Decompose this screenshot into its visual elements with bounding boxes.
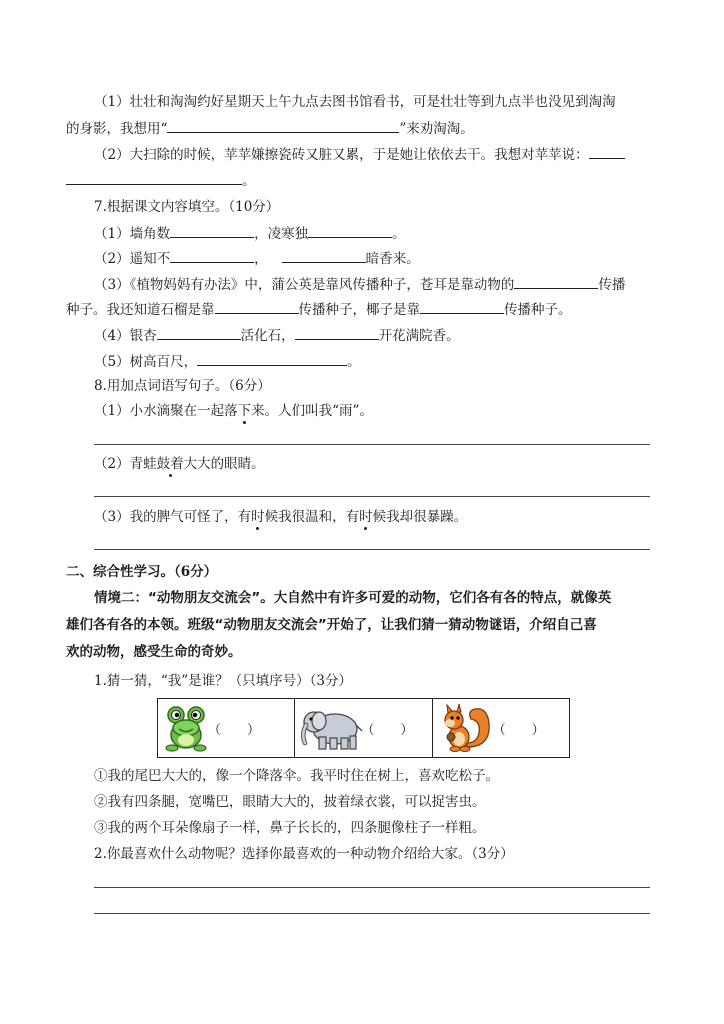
q8-sentence3 — [94, 508, 467, 526]
frog-icon — [162, 703, 210, 753]
q7-l1-text-c: 。 — [392, 226, 406, 242]
q7-l2-text: （2）遥知不 — [94, 251, 171, 267]
q7-l3c-blank-b[interactable] — [420, 300, 504, 314]
q6-item2-line1 — [94, 145, 625, 164]
q7-l5-text-b: 。 — [347, 354, 361, 370]
q7-l4-blank-a[interactable] — [157, 326, 241, 340]
q7-l3c-text-b: 传播种子，椰子是靠 — [298, 302, 420, 318]
q7-l3-text: （3）《植物妈妈有办法》中，蒲公英是靠风传播种子，苍耳是靠动物的 — [94, 277, 515, 293]
section2-intro-line3: 欢的动物，感受生命的奇妙。 — [66, 644, 242, 660]
q6-item1-line1: （1）壮壮和淘淘约好星期天上午九点去图书馆看书，可是壮壮等到九点半也没见到淘淘 — [94, 94, 616, 110]
q6-item1-text-end: ”来劝淘淘。 — [399, 121, 474, 137]
squirrel-answer[interactable]: （ ） — [492, 723, 545, 738]
q8-answer-line-1[interactable] — [94, 444, 650, 445]
q6-item2-blank-b[interactable] — [66, 171, 242, 185]
section2-q1-title: 1.猜一猜，“我”是谁？（只填序号）（3分） — [94, 673, 353, 689]
q8-answer-line-3[interactable] — [94, 549, 650, 550]
q8-s3-text: （3）我的脾气可怪了， — [94, 509, 238, 525]
q6-item2-text: （2）大扫除的时候，苹苹嫌擦瓷砖又脏又累，于是她让依依去干。我想对苹苹说： — [94, 147, 589, 163]
q8-answer-line-2[interactable] — [94, 496, 650, 497]
q7-l4-blank-b[interactable] — [295, 326, 379, 340]
q8-s2-dotted-word: 鼓着 — [156, 456, 184, 472]
q7-l5-blank[interactable] — [197, 352, 347, 366]
q7-line3 — [94, 275, 625, 294]
q8-s2-text-b: 大大的眼睛。 — [183, 456, 265, 472]
q7-l1-blank-a[interactable] — [170, 224, 254, 238]
q7-l4-text-c: 开花满院香。 — [378, 328, 460, 344]
section2-q2-title: 2.你最喜欢什么动物呢？选择你最喜欢的一种动物介绍给大家。（3分） — [94, 846, 514, 862]
q8-s1-dotted-word: 落下来 — [224, 403, 265, 419]
q6-item1-line2 — [66, 119, 474, 138]
q8-title: 8.用加点词语写句子。（6分） — [94, 378, 271, 394]
q7-l1-text: （1）墙角数 — [94, 226, 171, 242]
q7-l2-blank-a[interactable] — [170, 249, 254, 263]
q2-answer-line-1[interactable] — [94, 887, 650, 888]
q8-sentence1 — [94, 402, 373, 420]
q7-line5 — [94, 352, 361, 371]
q7-title: 7.根据课文内容填空。（10分） — [94, 199, 280, 215]
q8-s3-dotted-word-2: 有时候 — [345, 509, 387, 525]
q7-line1 — [94, 224, 406, 243]
q8-s1-text: （1）小水滴聚在一起 — [94, 403, 225, 419]
q7-l3-text-b: 传播 — [598, 277, 626, 293]
section2-intro-line2: 雄们各有各的本领。班级“动物朋友交流会”开始了，让我们猜一猜动物谜语，介绍自己喜 — [66, 617, 597, 633]
elephant-answer[interactable]: （ ） — [361, 723, 414, 738]
q2-answer-line-2[interactable] — [94, 913, 650, 914]
frog-cell — [158, 699, 295, 757]
elephant-cell — [295, 699, 432, 757]
q6-item2-text-end: 。 — [242, 173, 256, 189]
q7-l3c-text: 种子。我还知道石榴是靠 — [66, 302, 215, 318]
q8-sentence2 — [94, 455, 265, 473]
riddle-2: ②我有四条腿，宽嘴巴，眼睛大大的，披着绿衣裳，可以捉害虫。 — [94, 794, 486, 810]
frog-answer[interactable]: （ ） — [208, 723, 261, 738]
section2-title: 二、综合性学习。（6分） — [66, 564, 218, 580]
q7-l2-text-c: 暗香来。 — [365, 251, 420, 267]
q7-l4-text: （4）银杏 — [94, 328, 157, 344]
q7-l1-text-b: ，凌寒独 — [254, 226, 309, 242]
riddle-3: ③我的两个耳朵像扇子一样，鼻子长长的，四条腿像柱子一样粗。 — [94, 820, 486, 836]
q7-line2 — [94, 249, 420, 268]
q8-s3-text-b: 我很温和， — [278, 509, 346, 525]
q7-l5-text: （5）树高百尺， — [94, 354, 198, 370]
q7-l1-blank-b[interactable] — [308, 224, 392, 238]
q6-item1-blank[interactable] — [167, 119, 399, 133]
squirrel-cell — [433, 699, 569, 757]
q7-l4-text-b: 活化石， — [240, 328, 295, 344]
q7-l3-blank[interactable] — [514, 275, 598, 289]
riddle-1: ①我的尾巴大大的，像一个降落伞。我平时住在树上，喜欢吃松子。 — [94, 768, 499, 784]
q6-item1-text: 的身影，我想用“ — [66, 121, 168, 137]
q6-item2-line2 — [66, 171, 256, 190]
q6-item2-blank-a[interactable] — [589, 145, 625, 159]
q7-l3c-text-c: 传播种子。 — [504, 302, 572, 318]
q8-s2-text: （2）青蛙 — [94, 456, 157, 472]
q8-s3-text-c: 我却很暴躁。 — [386, 509, 468, 525]
elephant-icon — [299, 703, 365, 753]
q8-s3-dotted-word-1: 有时候 — [237, 509, 279, 525]
q7-line3-cont — [66, 300, 572, 319]
q8-s1-text-b: 。人们叫我“雨”。 — [264, 403, 373, 419]
q7-l2-blank-b[interactable] — [282, 249, 366, 263]
q7-l3c-blank-a[interactable] — [215, 300, 299, 314]
animal-guess-table — [157, 698, 570, 758]
squirrel-icon — [437, 703, 493, 753]
q7-line4 — [94, 326, 460, 345]
q7-l2-text-b: ， — [254, 251, 268, 267]
section2-intro-line1: 情境二：“动物朋友交流会”。大自然中有许多可爱的动物，它们各有各的特点，就像英 — [94, 590, 612, 606]
